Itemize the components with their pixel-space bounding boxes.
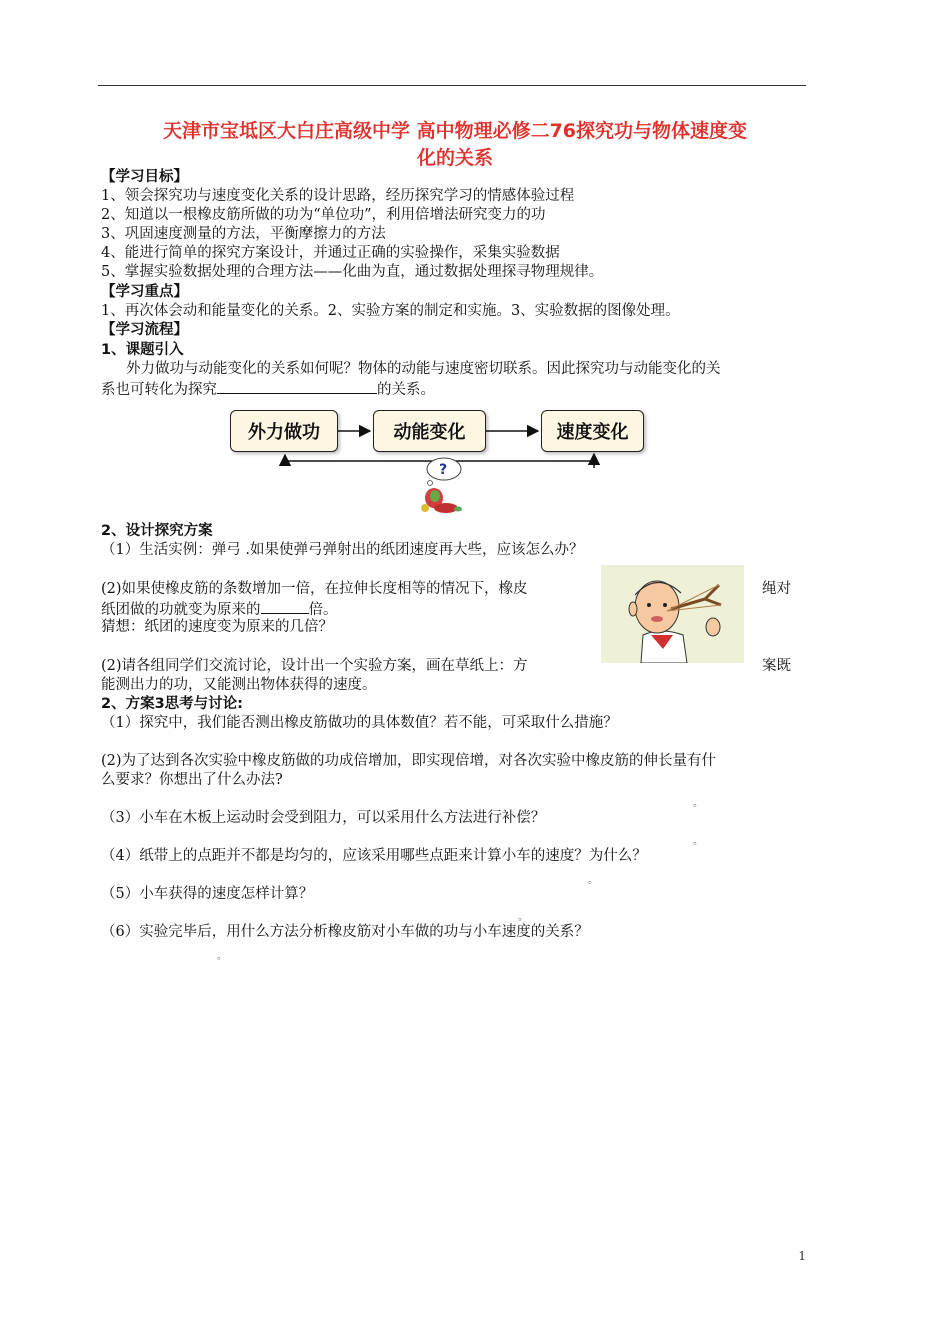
- objective-item-3: 3、巩固速度测量的方法，平衡摩擦力的方法: [101, 226, 386, 242]
- flow-box-kinetic-energy: 动能变化: [373, 410, 486, 452]
- design-question-2-line-1-end: 绳对: [762, 581, 791, 597]
- discussion-question-2-line-2: 么要求？你想出了什么办法?: [101, 772, 283, 788]
- key-points-heading: 【学习重点】: [101, 284, 188, 300]
- answer-dot-2: 。: [693, 836, 703, 847]
- objective-item-2: 2、知道以一根橡皮筋所做的功为“单位功”，利用倍增法研究变力的功: [101, 207, 546, 223]
- discussion-question-6: （6）实验完毕后，用什么方法分析橡皮筋对小车做的功与小车速度的关系？: [101, 924, 589, 940]
- objective-item-1: 1、领会探究功与速度变化关系的设计思路，经历探究学习的情感体验过程: [101, 188, 575, 204]
- intro-line-1: 外力做功与动能变化的关系如何呢？物体的动能与速度密切联系。因此探究功与动能变化的关: [126, 361, 721, 377]
- design-guess: 猜想：纸团的速度变为原来的几倍？: [101, 619, 333, 635]
- discussion-question-4: （4）纸带上的点距并不都是均匀的，应该采用哪些点距来计算小车的速度？为什么？: [101, 848, 647, 864]
- answer-dot-5: 。: [217, 951, 227, 962]
- design-question-2-line-1: (2)如果使橡皮筋的条数增加一倍，在拉伸长度相等的情况下，橡皮: [101, 581, 528, 597]
- intro-line-2-prefix: 系也可转化为探究: [101, 382, 217, 398]
- title-line-1: 天津市宝坻区大白庄高级中学 高中物理必修二76探究功与物体速度变: [162, 120, 748, 142]
- design-question-3-line-1: (2)请各组同学们交流讨论，设计出一个实验方案，画在草纸上：方: [101, 658, 528, 674]
- objective-item-4: 4、能进行简单的探究方案设计，并通过正确的实验操作，采集实验数据: [101, 245, 560, 261]
- design-heading: 2、设计探究方案: [101, 523, 213, 539]
- fill-blank-2[interactable]: [261, 599, 309, 614]
- design-q2-suffix: 倍。: [308, 602, 338, 618]
- discussion-question-2-line-1: (2)为了达到各次实验中橡皮筋做的功成倍增加，即实现倍增，对各次实验中橡皮筋的伸长量有什: [101, 753, 717, 769]
- answer-dot-4: 。: [518, 912, 528, 923]
- flow-arrows: [0, 0, 950, 560]
- question-mark: ?: [439, 462, 448, 478]
- key-points-text: 1、再次体会动和能量变化的关系。2、实验方案的制定和实施。3、实验数据的图像处理。: [101, 303, 680, 319]
- process-heading: 【学习流程】: [101, 322, 188, 338]
- design-question-3-line-2: 能测出力的功，又能测出物体获得的速度。: [101, 677, 377, 693]
- flow-box-velocity: 速度变化: [541, 410, 644, 452]
- flow-box-work: 外力做功: [230, 410, 338, 452]
- answer-dot-1: 。: [693, 798, 703, 809]
- design-question-3-line-1-end: 案既: [762, 658, 791, 674]
- title-line-2: 化的关系: [416, 147, 493, 169]
- slingshot-boy-illustration: [601, 565, 744, 663]
- discussion-question-5: （5）小车获得的速度怎样计算？: [101, 886, 314, 902]
- discussion-question-1: （1）探究中，我们能否测出橡皮筋做功的具体数值？若不能，可采取什么措施？: [101, 715, 618, 731]
- discussion-heading: 2、方案3思考与讨论:: [101, 696, 243, 712]
- page-number: 1: [798, 1249, 806, 1263]
- objectives-heading: 【学习目标】: [101, 169, 188, 185]
- answer-dot-3: 。: [588, 875, 598, 886]
- intro-heading: 1、课题引入: [101, 342, 184, 358]
- design-q2-prefix: 纸团做的功就变为原来的: [101, 602, 261, 618]
- objective-item-5: 5、掌握实验数据处理的合理方法——化曲为直，通过数据处理探寻物理规律。: [101, 264, 604, 280]
- intro-line-2-suffix: 的关系。: [377, 382, 435, 398]
- design-question-2-line-2: [101, 599, 338, 619]
- discussion-question-3: （3）小车在木板上运动时会受到阻力，可以采用什么方法进行补偿？: [101, 810, 546, 826]
- design-question-1: （1）生活实例：弹弓 .如果使弹弓弹射出的纸团速度再大些，应该怎么办？: [101, 542, 584, 558]
